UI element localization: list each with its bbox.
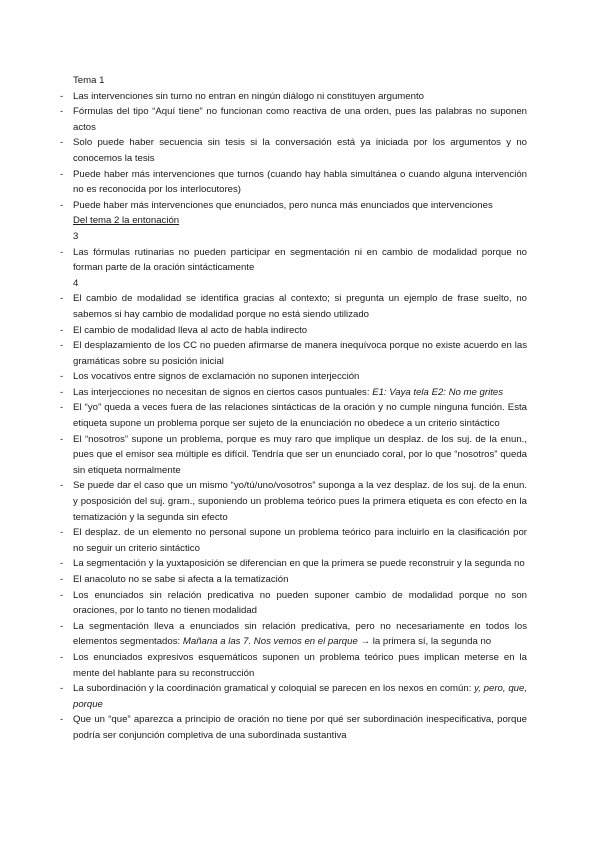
- bullet-dash: -: [60, 651, 64, 663]
- list-item: [0, 712, 600, 743]
- list-item: [0, 650, 600, 681]
- list-item: [0, 556, 600, 572]
- list-item-text: [73, 385, 527, 401]
- bullet-dash: -: [60, 90, 64, 102]
- topic-heading: [0, 73, 600, 89]
- bullet-dash: -: [60, 386, 64, 398]
- bullet-dash: -: [60, 433, 64, 445]
- bullet-dash: -: [60, 402, 64, 414]
- list-item-text: El anacoluto no se sabe si afecta a la tematización: [73, 574, 289, 585]
- list-item-text: El desplazamiento de los CC no pueden afirmarse de manera inequívoca porque no existe acuerdo en las gramáticas sobre su posición inicial: [73, 340, 527, 367]
- list-item-text: Las intervenciones sin turno no entran en ningún diálogo ni constituyen argumento: [73, 90, 424, 102]
- list-item: [0, 588, 600, 619]
- list-item: [0, 478, 600, 525]
- list-item: [0, 167, 600, 198]
- list-item: [0, 198, 600, 214]
- list-item-text: El “yo” queda a veces fuera de las relaciones sintácticas de la oración y no cumple ninguna función. Esta etiqueta supone un problema porque ser sujeto de la enunciación no obedece a un criterio sintáctico: [73, 402, 527, 430]
- list-item: [0, 291, 600, 322]
- list-item: [0, 400, 600, 431]
- segmentation-text: La segmentación lleva a enunciados sin relación predicativa, pero no necesariamente en todos los elementos segmentados:: [73, 620, 527, 648]
- bullet-dash: -: [60, 589, 64, 601]
- list-item-text: El “nosotros” supone un problema, porque es muy raro que implique un desplaz. de los suj. de la enun., pues que el emisor sea múltiple es difícil. Tendría que ser un enunciado coral, por lo que “nosotros” queda sin etiqueta normalmente: [73, 433, 527, 476]
- list-item: [0, 619, 600, 650]
- list-item-text: Puede haber más intervenciones que enunciados, pero nunca más enunciados que intervenciones: [73, 199, 493, 211]
- section-4-number: 4: [73, 277, 79, 289]
- list-item-text: Las fórmulas rutinarias no pueden participar en segmentación ni en cambio de modalidad porque no forman parte de la oración sintácticamente: [73, 246, 527, 274]
- bullet-dash: -: [60, 324, 64, 336]
- list-item-text: El cambio de modalidad lleva al acto de habla indirecto: [73, 324, 308, 336]
- list-item: [0, 245, 600, 276]
- list-item-text: Fórmulas del tipo “Aquí tiene” no funcionan como reactiva de una orden, pues las palabras no suponen actos: [73, 106, 527, 133]
- arrow-icon: →: [357, 636, 373, 648]
- list-item-text: Que un “que” aparezca a principio de oración no tiene por qué ser subordinación inespecificativa, porque podría ser conjunción completiva de una subordinada sustantiva: [73, 714, 527, 741]
- topic-1-heading: Tema 1: [73, 75, 105, 86]
- list-item: [0, 572, 600, 588]
- subordination-text: La subordinación y la coordinación gramatical y coloquial se parecen en los nexos en común:: [73, 683, 475, 695]
- section-number: [0, 229, 600, 245]
- list-item: [0, 681, 600, 712]
- bullet-dash: -: [60, 683, 64, 695]
- segmentation-example: Mañana a las 7. Nos vemos en el parque: [182, 636, 358, 648]
- topic-2-heading: Del tema 2 la entonación: [73, 215, 180, 227]
- interjections-example: E1: Vaya tela E2: No me grites: [372, 386, 504, 398]
- bullet-dash: -: [60, 371, 64, 383]
- list-item: [0, 104, 600, 135]
- bullet-dash: -: [60, 714, 64, 726]
- list-item-text: El desplaz. de un elemento no personal supone un problema teórico para incluirlo en la clasificación por no seguir un criterio sintáctico: [73, 527, 527, 554]
- list-item: [0, 135, 600, 166]
- list-item-text: Los enunciados sin relación predicativa no pueden suponer cambio de modalidad porque no son oraciones, por lo tanto no tienen modalidad: [73, 589, 527, 617]
- list-item-text: [73, 681, 527, 712]
- list-item: [0, 525, 600, 556]
- bullet-dash: -: [60, 620, 64, 632]
- bullet-dash: -: [60, 480, 64, 492]
- list-item: [0, 323, 600, 339]
- bullet-dash: -: [60, 137, 64, 149]
- segmentation-tail: la primera sí, la segunda no: [372, 636, 492, 648]
- list-item-text: Solo puede haber secuencia sin tesis si la conversación está ya iniciada por los argumentos y no conocemos la tesis: [73, 137, 527, 164]
- interjections-text: Las interjecciones no necesitan de signos en ciertos casos puntuales:: [73, 386, 373, 398]
- list-item-text: [73, 619, 527, 650]
- list-item-text: La segmentación y la yuxtaposición se diferencian en que la primera se puede reconstruir y la segunda no: [73, 558, 525, 570]
- list-item: [0, 338, 600, 369]
- list-item: [0, 369, 600, 385]
- bullet-dash: -: [60, 558, 64, 570]
- bullet-dash: -: [60, 246, 64, 258]
- list-item-text: Los enunciados expresivos esquemáticos suponen un problema teórico pues implican meterse en la mente del hablante para su reconstrucción: [73, 651, 527, 679]
- bullet-dash: -: [60, 168, 64, 180]
- section-number: [0, 276, 600, 292]
- list-item: [0, 385, 600, 401]
- bullet-dash: -: [60, 574, 64, 585]
- list-item: [0, 89, 600, 105]
- list-item-text: Puede haber más intervenciones que turnos (cuando hay habla simultánea o cuando alguna intervención no es reconocida por los interlocutores): [73, 168, 527, 196]
- list-item-text: Se puede dar el caso que un mismo “yo/tú/uno/vosotros” suponga a la vez desplaz. de los suj. de la enun. y posposición del suj. gram., suponiendo un problema teórico pues la primera etiqueta es con efecto en la tematización y la segunda sin efecto: [73, 480, 527, 523]
- list-item-text: Los vocativos entre signos de exclamación no suponen interjección: [73, 371, 360, 383]
- subordination-example: y, pero, que, porque: [73, 683, 527, 710]
- document-body: [0, 73, 600, 744]
- topic-heading: [0, 213, 600, 229]
- bullet-dash: -: [60, 106, 64, 118]
- bullet-dash: -: [60, 527, 64, 539]
- section-3-number: 3: [73, 230, 79, 242]
- bullet-dash: -: [60, 293, 64, 305]
- list-item: [0, 432, 600, 479]
- bullet-dash: -: [60, 199, 64, 211]
- bullet-dash: -: [60, 340, 64, 352]
- list-item-text: El cambio de modalidad se identifica gracias al contexto; si pregunta un ejemplo de frase suelto, no sabemos si hay cambio de modalidad porque no está siendo utilizado: [73, 293, 527, 320]
